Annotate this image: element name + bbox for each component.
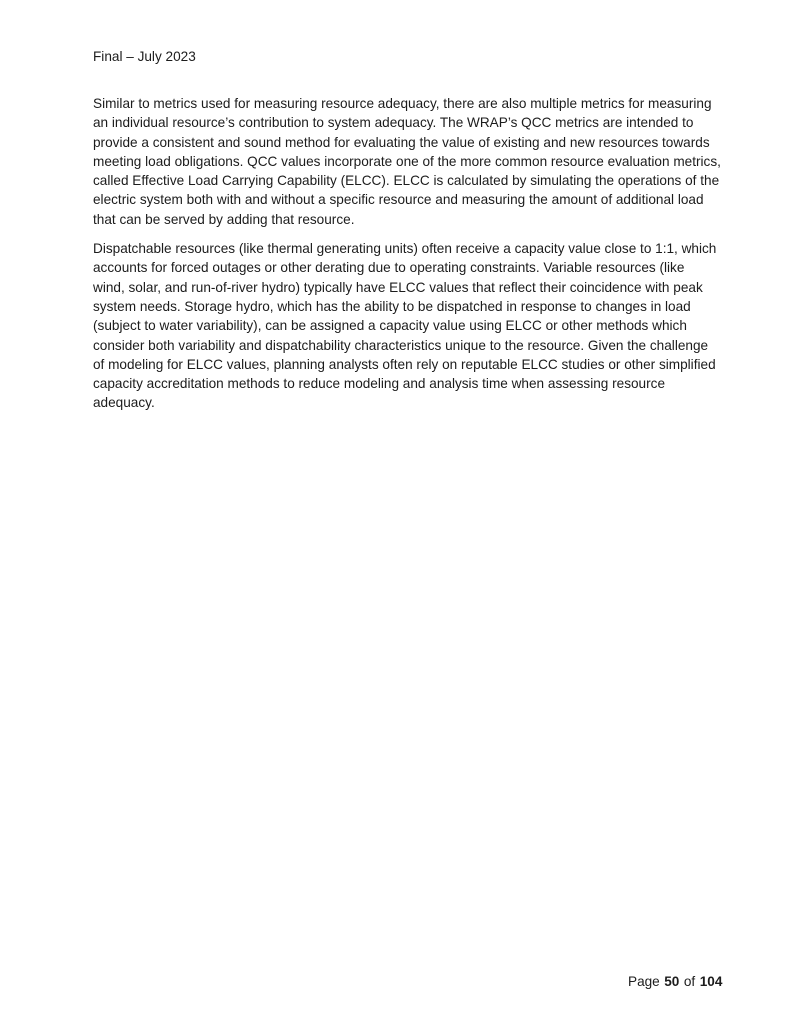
- text-line: that can be served by adding that resource.: [93, 211, 355, 227]
- paragraph-qcc-metrics: [93, 94, 753, 229]
- text-line: Dispatchable resources (like thermal generating units) often receive a capacity value close to 1:1, which: [93, 241, 717, 257]
- text-line: accounts for forced outages or other derating due to operating constraints. Variable resources (like: [93, 260, 685, 276]
- text-line: Similar to metrics used for measuring resource adequacy, there are also multiple metrics for measuring: [93, 96, 712, 111]
- text-line: meeting load obligations. QCC values incorporate one of the more common resource evaluation metrics,: [93, 153, 721, 169]
- footer-page-label: Page: [628, 974, 660, 989]
- page-number-footer: [628, 972, 722, 991]
- footer-total-pages: 104: [699, 974, 723, 989]
- text-line: of modeling for ELCC values, planning analysts often rely on reputable ELCC studies or other simplified: [93, 356, 716, 372]
- text-line: wind, solar, and run-of-river hydro) typically have ELCC values that reflect their coincidence with peak: [93, 279, 703, 295]
- text-line: called Effective Load Carrying Capability (ELCC). ELCC is calculated by simulating the operations of the: [93, 173, 720, 189]
- page-header-version-date: Final – July 2023: [93, 49, 196, 64]
- text-line: (subject to water variability), can be assigned a capacity value using ELCC or other methods which: [93, 318, 687, 334]
- document-body: [93, 94, 753, 423]
- footer-page-number: 50: [664, 974, 680, 989]
- text-line: capacity accreditation methods to reduce modeling and analysis time when assessing resource: [93, 376, 665, 392]
- text-line: adequacy.: [93, 395, 155, 411]
- paragraph-dispatchable-resources: [93, 239, 753, 413]
- text-line: system needs. Storage hydro, which has the ability to be dispatched in response to changes in load: [93, 298, 691, 314]
- text-line: consider both variability and dispatchability characteristics unique to the resource. Given the challenge: [93, 337, 709, 353]
- footer-of-label: of: [683, 974, 696, 989]
- text-line: an individual resource’s contribution to system adequacy. The WRAP’s QCC metrics are intended to: [93, 115, 694, 131]
- text-line: electric system both with and without a specific resource and measuring the amount of additional load: [93, 192, 704, 208]
- text-line: provide a consistent and sound method for evaluating the value of existing and new resources towards: [93, 134, 710, 150]
